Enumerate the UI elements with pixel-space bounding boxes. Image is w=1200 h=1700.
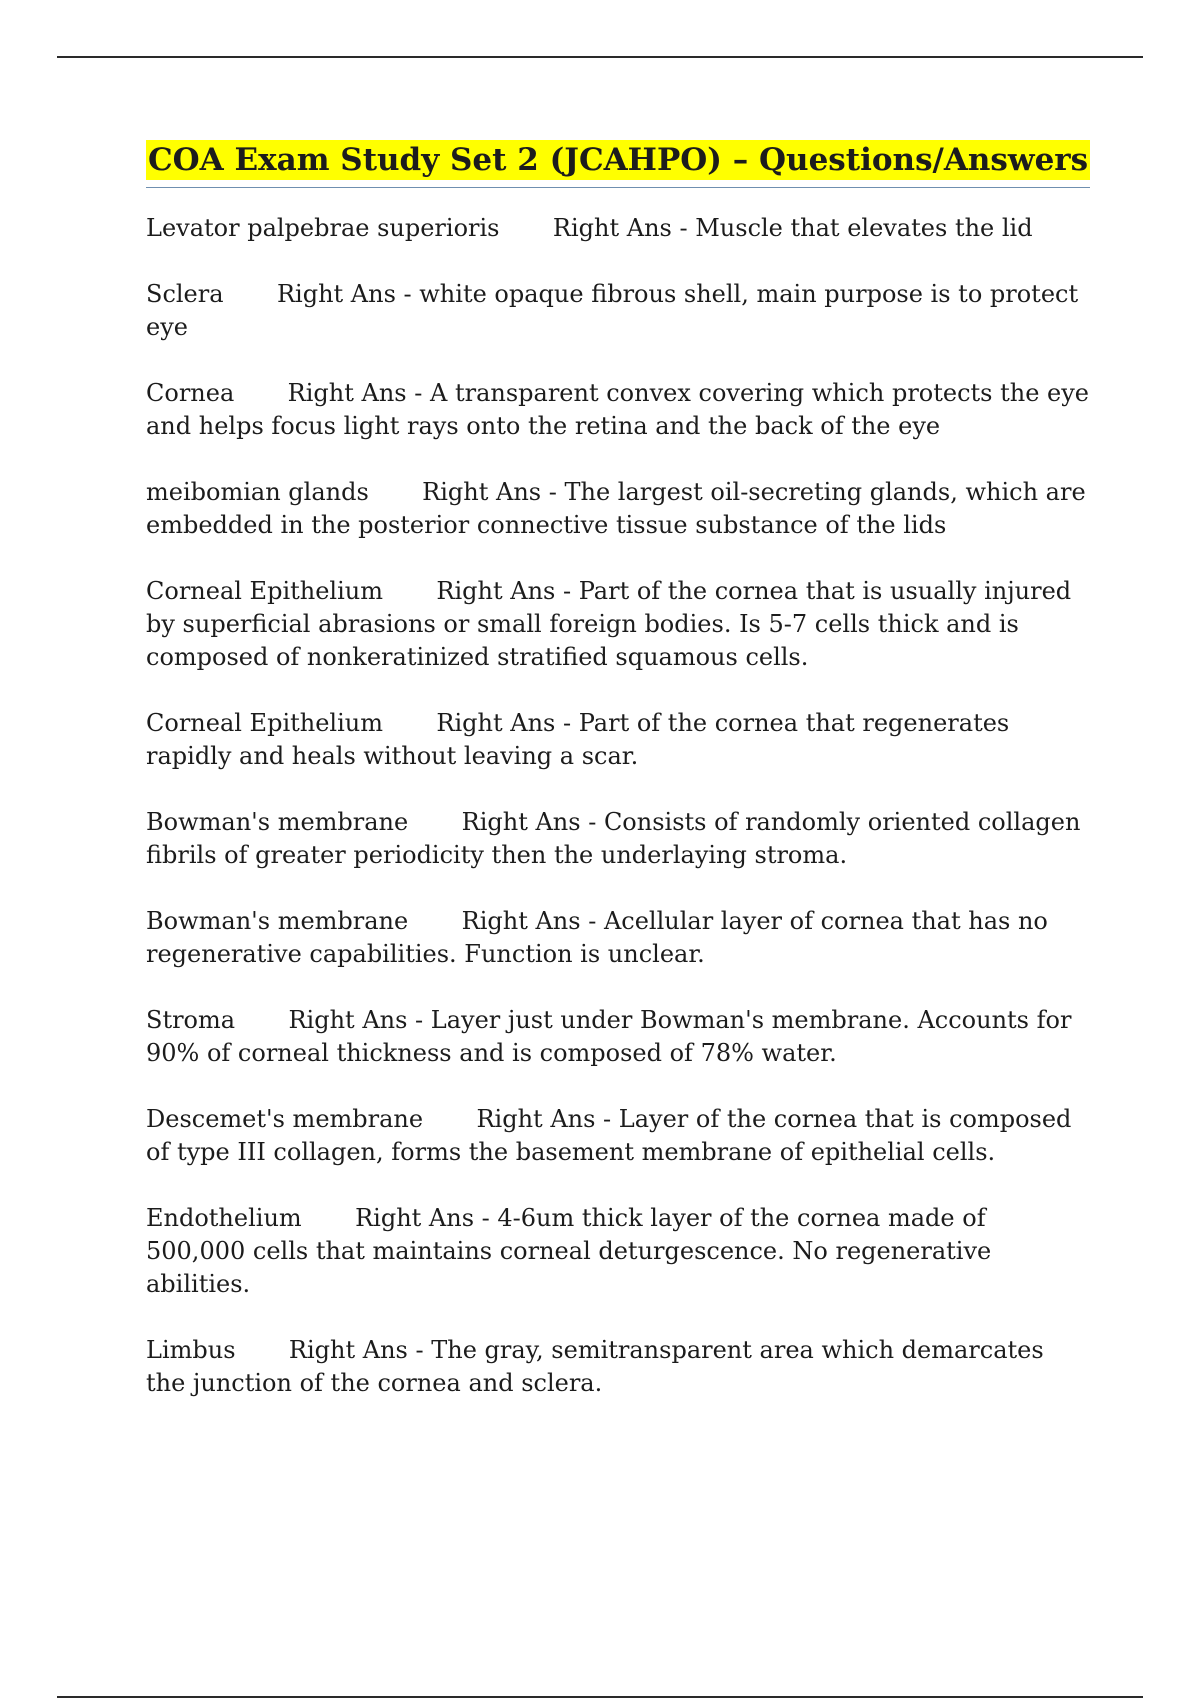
document-title: COA Exam Study Set 2 (JCAHPO) – Questions/Answers [148, 142, 1089, 178]
qa-entry [146, 1202, 1090, 1301]
qa-entry [146, 377, 1097, 443]
title-block [146, 140, 1090, 188]
qa-entry [146, 905, 1090, 971]
entry-term: Corneal Epithelium [146, 577, 383, 605]
qa-entry [146, 1103, 1090, 1169]
entry-answer: Acellular layer of cornea that has no regenerative capabilities. Function is unclear. [146, 907, 1056, 968]
document-page [146, 140, 1097, 1433]
entry-answer: A transparent convex covering which protects the eye and helps focus light rays onto the retina and the back of the eye [146, 379, 1097, 440]
answer-prefix: Right Ans - [461, 907, 604, 935]
entry-term: Endothelium [146, 1204, 302, 1232]
answer-prefix: Right Ans - [552, 214, 696, 242]
top-rule [57, 56, 1143, 58]
entry-term: Bowman's membrane [146, 907, 409, 935]
qa-entry [146, 212, 1090, 245]
answer-prefix: Right Ans - [288, 1336, 432, 1364]
entry-term: Stroma [146, 1006, 236, 1034]
entry-answer: Part of the cornea that regenerates rapidly and heals without leaving a scar. [146, 709, 1017, 770]
answer-prefix: Right Ans - [355, 1204, 498, 1232]
entry-term: meibomian glands [146, 478, 369, 506]
answer-prefix: Right Ans - [436, 709, 579, 737]
entry-term: Cornea [146, 379, 235, 407]
entry-answer: Layer just under Bowman's membrane. Accounts for 90% of corneal thickness and is composed of 78% water. [146, 1006, 1080, 1067]
qa-list [146, 212, 1097, 1400]
bottom-rule [57, 1696, 1143, 1698]
entry-answer: The gray, semitransparent area which demarcates the junction of the cornea and sclera. [146, 1336, 1052, 1397]
entry-answer: white opaque fibrous shell, main purpose is to protect eye [146, 280, 1086, 341]
entry-answer: Layer of the cornea that is composed of type III collagen, forms the basement membrane of epithelial cells. [146, 1105, 1080, 1166]
entry-term: Sclera [146, 280, 224, 308]
entry-answer: Muscle that elevates the lid [695, 214, 1033, 242]
qa-entry [146, 1004, 1090, 1070]
entry-term: Bowman's membrane [146, 808, 409, 836]
answer-prefix: Right Ans - [436, 577, 579, 605]
entry-answer: Part of the cornea that is usually injured by superficial abrasions or small foreign bodies. Is 5-7 cells thick and is composed of nonkeratinized stratified squamous cells. [146, 577, 1079, 671]
entry-answer: 4-6um thick layer of the cornea made of 500,000 cells that maintains corneal deturgescence. No regenerative abilities. [146, 1204, 999, 1298]
entry-term: Corneal Epithelium [146, 709, 383, 737]
entry-answer: The largest oil-secreting glands, which are embedded in the posterior connective tissue substance of the lids [146, 478, 1094, 539]
entry-term: Descemet's membrane [146, 1105, 424, 1133]
answer-prefix: Right Ans - [276, 280, 420, 308]
qa-entry [146, 278, 1090, 344]
qa-entry [146, 1334, 1090, 1400]
answer-prefix: Right Ans - [422, 478, 565, 506]
entry-answer: Consists of randomly oriented collagen fibrils of greater periodicity then the underlaying stroma. [146, 808, 1089, 869]
answer-prefix: Right Ans - [288, 1006, 431, 1034]
qa-entry [146, 575, 1090, 674]
answer-prefix: Right Ans - [461, 808, 604, 836]
answer-prefix: Right Ans - [476, 1105, 619, 1133]
answer-prefix: Right Ans - [287, 379, 430, 407]
entry-term: Levator palpebrae superioris [146, 214, 500, 242]
qa-entry [146, 806, 1090, 872]
qa-entry [146, 707, 1090, 773]
qa-entry [146, 476, 1094, 542]
entry-term: Limbus [146, 1336, 236, 1364]
